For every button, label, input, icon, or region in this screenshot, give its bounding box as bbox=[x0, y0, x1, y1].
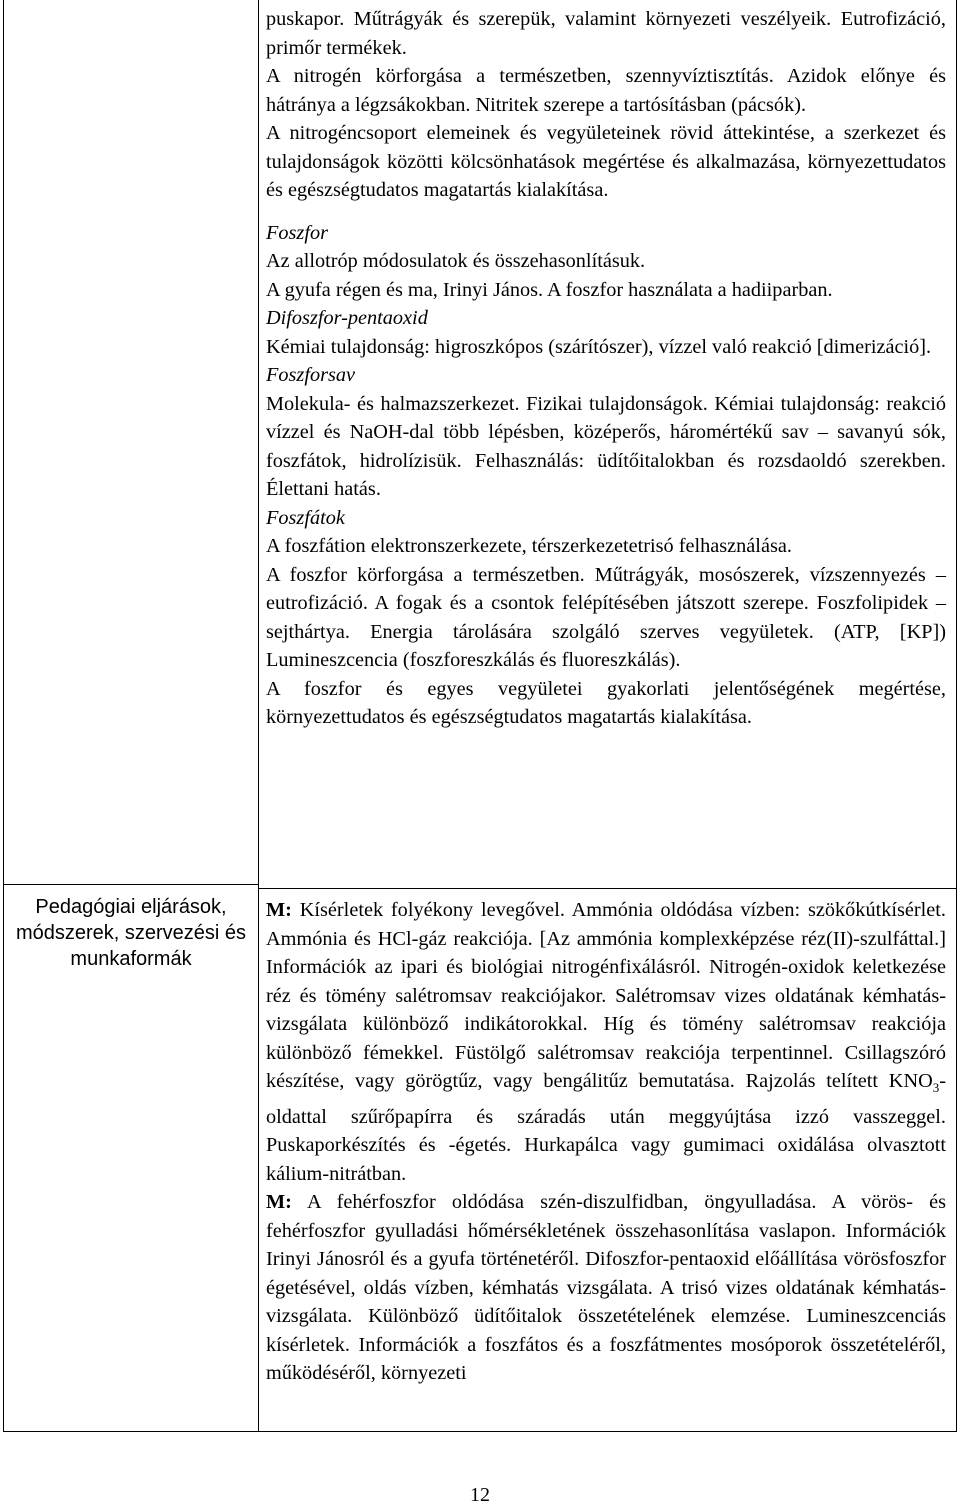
methods-text-b: -oldattal szűrőpapírra és száradás után meggyújtása izzó vasszeggel. Puskaporkészítés és -égetés. Hurkapálca vagy gumimaci oxidálása olvasztott kálium-nitrátban. bbox=[266, 1070, 946, 1185]
heading-difoszfor-pentaoxid: Difoszfor-pentaoxid bbox=[266, 307, 428, 329]
heading-foszfor: Foszfor bbox=[266, 221, 328, 244]
table-left-column bbox=[4, 0, 259, 1431]
row-divider-left bbox=[4, 884, 258, 885]
paragraph-foszfation: A foszfátion elektronszerkezete, térszerkezetetrisó felhasználása. bbox=[266, 535, 792, 557]
row-divider-right bbox=[258, 888, 956, 889]
content-methods bbox=[266, 896, 946, 1388]
methods-text: A fehérfoszfor oldódása szén-diszulfidban, öngyulladása. A vörös- és fehérfoszfor gyulladási hőmérsékletének összehasonlítása vaslapon. Információk Irinyi Jánosról és a gyufa történetéről. Difoszfor-pentaoxid előállítása vörösfoszfor égetésével, oldás vízben, kémhatás vizsgálata. A trisó vizes oldatának kémhatás-vizsgálata. Különböző üdítőitalok összetételének elemzése. Lumineszcenciás kísérletek. Információk a foszfátos és a foszfátmentes mosóporok összetételéről, működéséről, környezeti bbox=[266, 1191, 946, 1385]
heading-foszfatok: Foszfátok bbox=[266, 506, 345, 529]
row-label: Pedagógiai eljárások, módszerek, szervezési és munkaformák bbox=[15, 896, 247, 970]
paragraph-gyufa: A gyufa régen és ma, Irinyi János. A foszfor használata a hadiiparban. bbox=[266, 278, 833, 301]
paragraph-foszfor-korforgas: A foszfor körforgása a természetben. Műtrágyák, mosószerek, vízszennyezés – eutrofizáció. A fogak és a csontok felépítésében játszott szerepe. Foszfolipidek – sejthártya. Energia tárolására szolgáló szerves vegyületek. (ATP, [KP]) Lumineszcencia (foszforeszkálás és fluoreszkálás). bbox=[266, 563, 946, 671]
methods-subscript: 3 bbox=[932, 1080, 940, 1096]
paragraph-foszforsav: Molekula- és halmazszerkezet. Fizikai tulajdonságok. Kémiai tulajdonság: reakció vízzel és NaOH-dal több lépésben, középerős, háromértékű sav – savanyú sók, foszfátok, hidrolízisük. Felhasználás: üdítőitalokban és rozsdaoldó szerekben. Élettani hatás. bbox=[266, 392, 946, 500]
paragraph-allotrop: Az allotróp módosulatok és összehasonlításuk. bbox=[266, 250, 646, 272]
methods-label: M: bbox=[266, 1191, 292, 1214]
content-upper bbox=[266, 5, 946, 732]
paragraph-methods-foszfor bbox=[266, 1188, 946, 1388]
methods-text-a: Kísérletek folyékony levegővel. Ammónia oldódása vízben: szökőkútkísérlet. Ammónia és HCl-gáz reakciója. [Az ammónia komplexképzése réz(II)-szulfáttal.] Információk az ipari és biológiai nitrogénfixálásról. Nitrogén-oxidok keletkezése réz és tömény salétromsav reakciójakor. Salétromsav vizes oldatának kémhatás-vizsgálata különböző indikátorokkal. Híg és tömény salétromsav reakciója különböző fémekkel. Füstölgő salétromsav reakciója terpentinnel. Csillagszóró készítése, vagy görögtűz, vagy bengálitűz bemutatása. Rajzolás telített KNO bbox=[266, 899, 946, 1092]
methods-label: M: bbox=[266, 899, 292, 921]
paragraph-nitrogen-korforgas: A nitrogén körforgása a természetben, szennyvíztisztítás. Azidok előnye és hátránya a légzsákokban. Nitritek szerepe a tartósításban (pácsók). bbox=[266, 65, 946, 116]
paragraph-puskapor: puskapor. Műtrágyák és szerepük, valamint környezeti veszélyeik. Eutrofizáció, primőr termékek. bbox=[266, 8, 946, 59]
page-number: 12 bbox=[470, 1484, 490, 1506]
paragraph-methods-nitrogen bbox=[266, 896, 946, 1188]
paragraph-nitrogencsoport: A nitrogéncsoport elemeinek és vegyületeinek rövid áttekintése, a szerkezet és tulajdonságok közötti kölcsönhatások megértése és alkalmazása, környezettudatos és egészségtudatos magatartás kialakítása. bbox=[266, 122, 946, 201]
paragraph-difoszfor: Kémiai tulajdonság: higroszkópos (szárítószer), vízzel való reakció [dimerizáció]. bbox=[266, 335, 932, 358]
paragraph-foszfor-jelentoseg: A foszfor és egyes vegyületei gyakorlati jelentőségének megértése, környezettudatos és egészségtudatos magatartás kialakítása. bbox=[266, 677, 946, 728]
heading-foszforsav: Foszforsav bbox=[266, 364, 356, 386]
